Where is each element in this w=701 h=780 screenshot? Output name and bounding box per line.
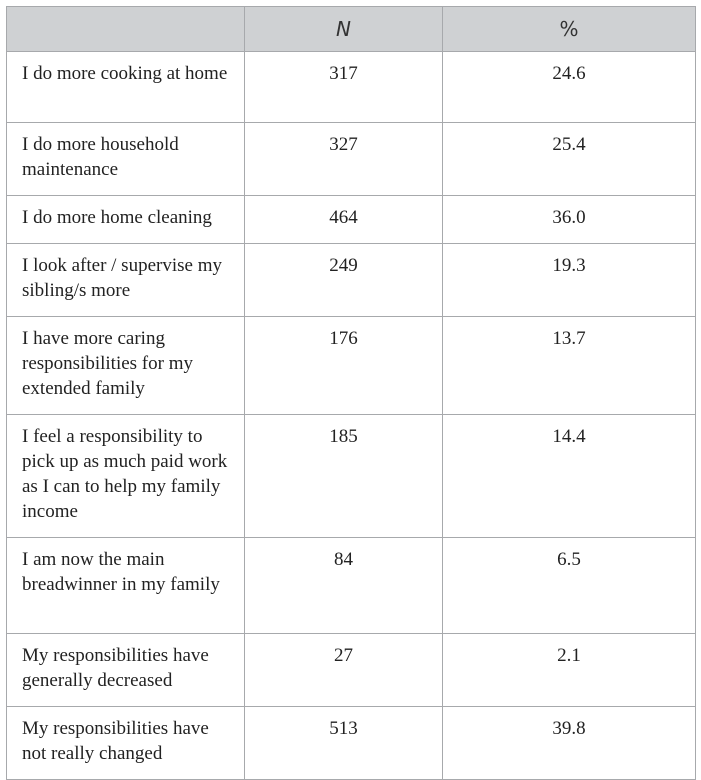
row-label: My responsibilities have generally decreased (7, 634, 245, 707)
row-n: 513 (245, 707, 443, 780)
header-row (7, 7, 696, 52)
row-n: 27 (245, 634, 443, 707)
row-label: I do more home cleaning (7, 196, 245, 244)
row-n: 317 (245, 52, 443, 123)
table-header (7, 7, 696, 52)
row-percent: 24.6 (443, 52, 696, 123)
row-percent: 14.4 (443, 415, 696, 538)
table-row (7, 52, 696, 123)
table-row (7, 196, 696, 244)
row-percent: 39.8 (443, 707, 696, 780)
row-label: I am now the main breadwinner in my family (7, 538, 245, 634)
table-row (7, 123, 696, 196)
table-row (7, 244, 696, 317)
header-blank (7, 7, 245, 52)
row-n: 185 (245, 415, 443, 538)
responsibilities-table (6, 6, 696, 780)
table-body (7, 52, 696, 780)
header-percent: % (443, 7, 696, 52)
table-row (7, 707, 696, 780)
row-label: I feel a responsibility to pick up as much paid work as I can to help my family income (7, 415, 245, 538)
row-n: 327 (245, 123, 443, 196)
table-row (7, 634, 696, 707)
row-n: 464 (245, 196, 443, 244)
row-n: 84 (245, 538, 443, 634)
row-n: 249 (245, 244, 443, 317)
row-label: My responsibilities have not really changed (7, 707, 245, 780)
header-n: N (245, 7, 443, 52)
row-label: I have more caring responsibilities for my extended family (7, 317, 245, 415)
row-percent: 6.5 (443, 538, 696, 634)
table-row (7, 538, 696, 634)
row-n: 176 (245, 317, 443, 415)
row-label: I do more cooking at home (7, 52, 245, 123)
row-percent: 19.3 (443, 244, 696, 317)
row-percent: 2.1 (443, 634, 696, 707)
table-row (7, 415, 696, 538)
row-percent: 13.7 (443, 317, 696, 415)
row-percent: 25.4 (443, 123, 696, 196)
row-percent: 36.0 (443, 196, 696, 244)
row-label: I do more household maintenance (7, 123, 245, 196)
row-label: I look after / supervise my sibling/s more (7, 244, 245, 317)
table-row (7, 317, 696, 415)
